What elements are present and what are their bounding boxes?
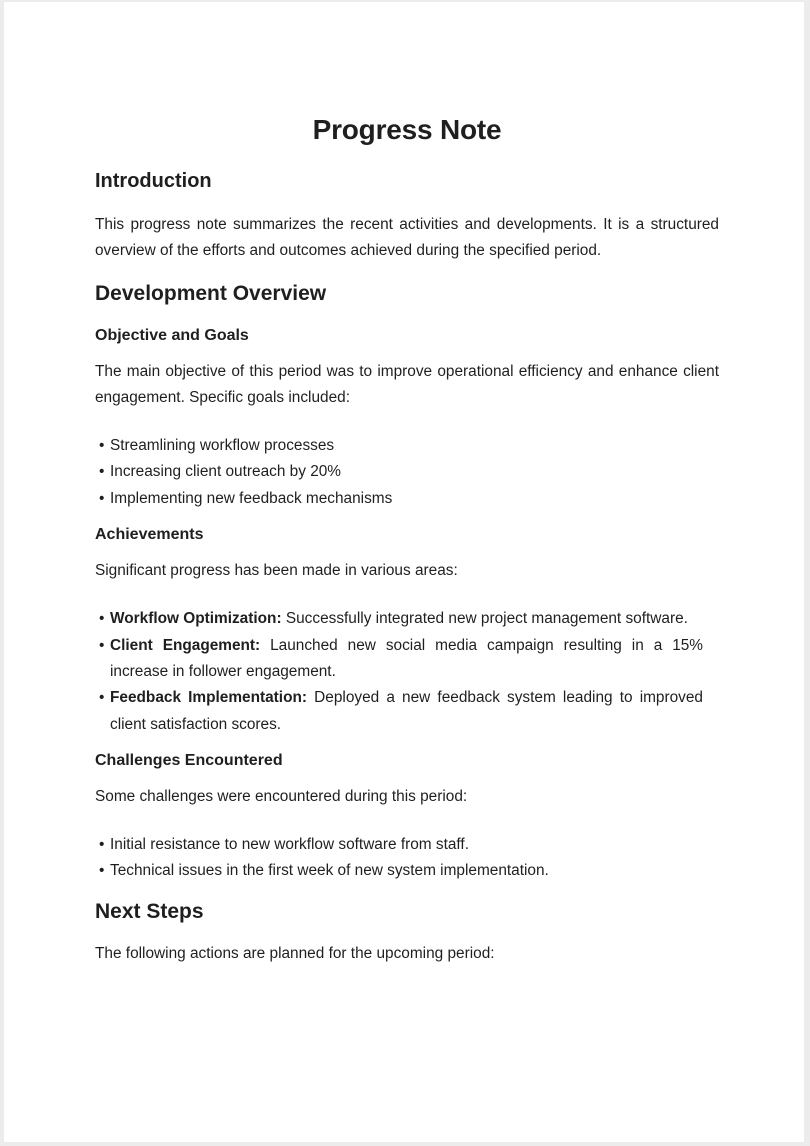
document-page	[4, 2, 804, 1142]
introduction-heading: Introduction	[95, 170, 212, 192]
objectives-list	[95, 433, 719, 512]
challenges-heading: Challenges Encountered	[95, 751, 283, 769]
objectives-heading: Objective and Goals	[95, 326, 249, 344]
achievement-label: Client Engagement:	[110, 636, 261, 654]
achievement-text: Deployed a new feedback system leading to improved client satisfaction scores.	[110, 689, 703, 733]
list-item: • Implementing new feedback mechanisms	[110, 486, 719, 512]
bullet-icon: •	[99, 862, 105, 880]
list-item: • Increasing client outreach by 20%	[110, 459, 719, 485]
bullet-icon: •	[99, 689, 105, 707]
bullet-icon: •	[99, 610, 105, 628]
introduction-text: This progress note summarizes the recent activities and developments. It is a structured overview of the efforts and outcomes achieved during the specified period.	[95, 216, 719, 260]
list-item: • Technical issues in the first week of new system implementation.	[110, 858, 719, 884]
list-item	[99, 633, 719, 686]
challenges-text: Some challenges were encountered during this period:	[95, 787, 468, 805]
list-item: • Initial resistance to new workflow software from staff.	[110, 832, 719, 858]
achievement-text: Launched new social media campaign resulting in a 15% increase in follower engagement.	[110, 636, 703, 680]
list-item	[99, 606, 719, 632]
next-steps-heading: Next Steps	[95, 899, 204, 923]
document-content	[95, 108, 719, 979]
list-item: • Streamlining workflow processes	[110, 433, 719, 459]
bullet-icon: •	[99, 489, 105, 507]
document-title: Progress Note	[312, 114, 502, 145]
achievements-list	[95, 606, 719, 737]
challenges-list	[95, 832, 719, 885]
bullet-icon: •	[99, 463, 105, 481]
achievements-heading: Achievements	[95, 526, 204, 544]
achievement-text: Successfully integrated new project management software.	[281, 610, 688, 628]
bullet-icon: •	[99, 836, 105, 854]
bullet-icon: •	[99, 437, 105, 455]
list-item	[99, 685, 719, 738]
next-steps-text: The following actions are planned for the upcoming period:	[95, 944, 495, 962]
achievements-text: Significant progress has been made in various areas:	[95, 562, 458, 580]
development-overview-heading: Development Overview	[95, 281, 327, 305]
achievement-label: Workflow Optimization:	[110, 610, 282, 628]
objectives-text: The main objective of this period was to improve operational efficiency and enhance client engagement. Specific goals included:	[95, 362, 719, 406]
bullet-icon: •	[99, 636, 105, 654]
achievement-label: Feedback Implementation:	[110, 689, 308, 707]
